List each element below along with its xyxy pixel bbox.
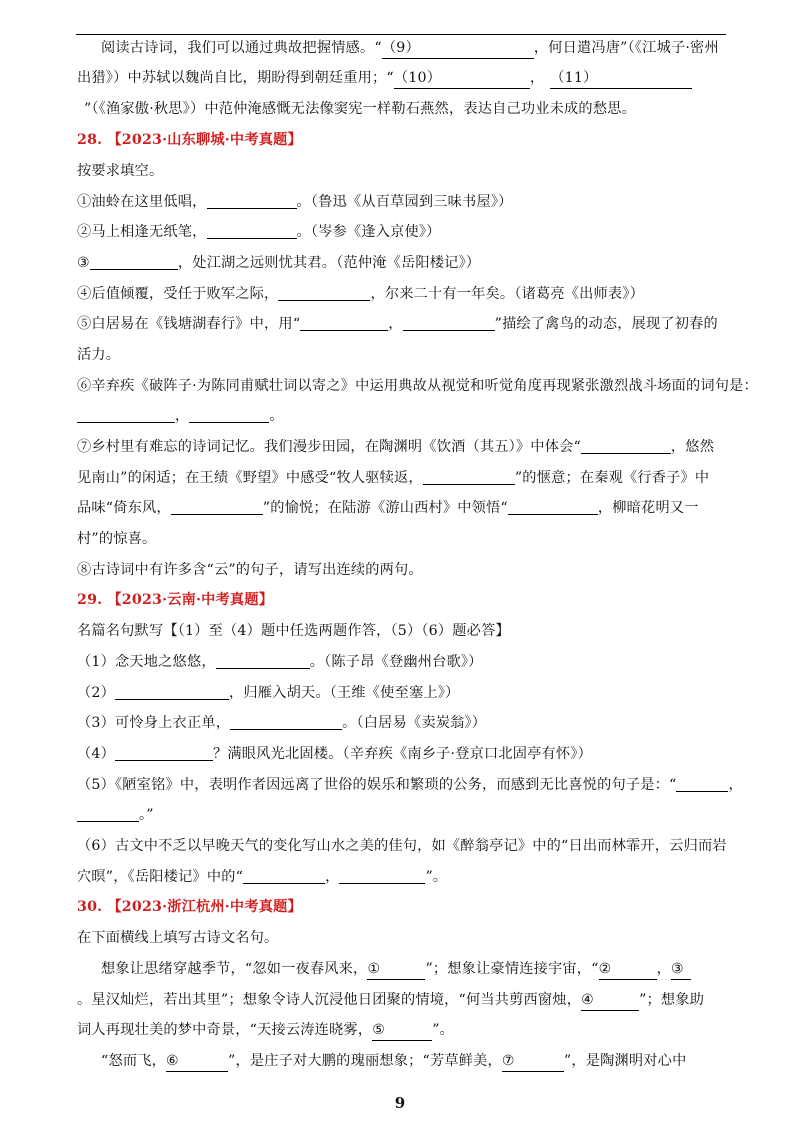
answer-blank[interactable] [230, 714, 342, 730]
q28-item-7 [77, 437, 714, 457]
blank-9[interactable] [382, 38, 534, 59]
intro-text: 阅读古诗词，我们可以通过典故把握情感。“ [101, 40, 382, 56]
answer-blank[interactable] [171, 499, 263, 515]
answer-blank[interactable] [207, 223, 297, 239]
answer-blank[interactable] [77, 806, 139, 822]
item-text: ”。 [425, 869, 448, 885]
item-text: ⑤白居易在《钱塘湖春行》中，用“ [77, 316, 301, 332]
item-text: ”的愉悦；在陆游《游山西村》中领悟“ [262, 500, 508, 516]
item-text: ，尔来二十有一年矣。（诸葛亮《出师表》） [370, 286, 644, 302]
item-text: ， [325, 869, 340, 885]
q30-instruction: 在下面横线上填写古诗文名句。 [77, 930, 279, 946]
blank-number: （10） [393, 70, 442, 86]
answer-blank[interactable] [207, 193, 297, 209]
item-text: ， [728, 777, 743, 793]
blank-number: ⑥ [166, 1053, 179, 1069]
item-text: （3）可怜身上衣正单， [77, 715, 231, 731]
q28-item-8: ⑧古诗词中有许多含“云”的句子，请写出连续的两句。 [77, 562, 423, 578]
answer-blank[interactable] [676, 776, 728, 792]
answer-blank[interactable] [243, 868, 325, 884]
blank-4[interactable] [581, 990, 639, 1011]
q28-item-5 [77, 314, 718, 334]
item-text: ， [175, 408, 190, 424]
item-text: 。星汉灿烂，若出其里”；想象令诗人沉浸他日团聚的情境，“何当共剪西窗烛， [77, 992, 582, 1008]
item-text: 想象让思绪穿越季节，“忽如一夜春风来， [101, 961, 368, 977]
page-number: 9 [394, 1094, 406, 1112]
item-text: ”的惬意；在秦观《行香子》中 [514, 470, 710, 486]
intro-line-1 [101, 38, 719, 59]
item-text: ②马上相逢无纸笔， [77, 224, 207, 240]
q29-item-2 [77, 683, 459, 703]
answer-blank[interactable] [508, 499, 598, 515]
item-text: ”；想象助 [639, 992, 705, 1008]
intro-line-3 [84, 99, 636, 119]
answer-blank[interactable] [115, 745, 213, 761]
blank-2[interactable] [599, 959, 657, 980]
blank-number: ② [598, 961, 612, 977]
item-text: 穴暝”，《岳阳楼记》中的“ [77, 869, 244, 885]
q28-heading: 28. 【2023·山东聊城·中考真题】 [77, 132, 302, 148]
item-text: （5）《陋室铭》中，表明作者因远离了世俗的娱乐和繁琐的公务，而感到无比喜悦的句子是：“ [77, 777, 677, 793]
q30-para-line-3 [77, 1020, 454, 1041]
item-text: ， [656, 961, 671, 977]
item-text: ①油蛉在这里低唱， [77, 194, 207, 210]
item-text: “怒而飞， [101, 1053, 167, 1069]
item-text: ， [388, 316, 403, 332]
q29-heading: 29. 【2023·云南·中考真题】 [77, 592, 274, 608]
answer-blank[interactable] [423, 469, 515, 485]
blank-3[interactable] [671, 959, 691, 980]
q28-item-1 [77, 192, 513, 212]
answer-blank[interactable] [90, 254, 178, 270]
item-text: 。（鲁迅《从百草园到三味书屋》） [296, 194, 513, 210]
blank-number: ⑦ [501, 1053, 515, 1069]
item-text: （4） [77, 746, 116, 762]
intro-text: ， [529, 70, 545, 86]
item-text: ，归雁入胡天。（王维《使至塞上》） [229, 685, 460, 701]
q28-item-7-line-2 [77, 468, 709, 488]
q28-item-2 [77, 222, 441, 242]
q29-item-5 [77, 775, 743, 795]
q29-instruction: 名篇名句默写【（1）至（4）题中任选两题作答，（5）（6）题必答】 [77, 623, 510, 639]
item-text: ”。 [432, 1022, 455, 1038]
item-text: 词人再现壮美的梦中奇景，“天接云涛连晓雾， [77, 1022, 373, 1038]
item-text: ”；想象让豪情连接宇宙，“ [425, 961, 599, 977]
answer-blank[interactable] [115, 684, 229, 700]
answer-blank[interactable] [278, 285, 370, 301]
item-text: ④后值倾覆，受任于败军之际， [77, 286, 279, 302]
intro-text: 出猎》）中苏轼以魏尚自比，期盼得到朝廷重用；“ [77, 70, 394, 86]
blank-11[interactable] [550, 68, 692, 89]
q28-item-7-line-4: 村”的惊喜。 [77, 531, 157, 547]
q30-para-line-4 [101, 1051, 686, 1072]
blank-number: （11） [550, 70, 598, 86]
item-text: ”，是庄子对大鹏的瑰丽想象；“芳草鲜美， [228, 1053, 502, 1069]
item-text: ③ [77, 255, 90, 271]
answer-blank[interactable] [300, 315, 388, 331]
answer-blank[interactable] [581, 438, 671, 454]
blank-number: ① [367, 961, 381, 977]
item-text: 品味“倚东风， [77, 500, 171, 516]
q30-para-line-1 [101, 959, 691, 980]
q30-para-line-2 [77, 990, 704, 1011]
q28-instruction: 按要求填空。 [77, 163, 164, 179]
blank-number: ④ [581, 992, 595, 1008]
blank-7[interactable] [502, 1051, 564, 1072]
item-text: 见南山”的闲适；在王绩《野望》中感受“牧人驱犊返， [77, 470, 423, 486]
intro-text: ”（《渔家傲·秋思》）中范仲淹感慨无法像窦宪一样勒石燕然，表达自己功业未成的愁思。 [84, 101, 636, 117]
q28-item-4 [77, 284, 644, 304]
item-text: ，悠然 [670, 439, 715, 455]
q30-heading: 30. 【2023·浙江杭州·中考真题】 [77, 899, 302, 915]
blank-5[interactable] [372, 1020, 432, 1041]
item-text: ”，是陶渊明对心中 [563, 1053, 687, 1069]
blank-10[interactable] [394, 68, 530, 89]
item-text: ？满眼风光北固楼。（辛弃疾《南乡子·登京口北固亭有怀》） [213, 746, 592, 762]
item-text: 。 [269, 408, 284, 424]
q28-item-6-cont [77, 406, 284, 426]
q28-item-5-cont: 活力。 [77, 347, 121, 363]
intro-text: ，何日遣冯唐”（《江城子·密州 [533, 40, 719, 56]
item-text: （2） [77, 685, 116, 701]
item-text: ，处江湖之远则忧其君。（范仲淹《岳阳楼记》） [177, 255, 481, 271]
q29-item-5-cont [77, 805, 154, 825]
q28-item-7-line-3 [77, 498, 699, 518]
item-text: ，柳暗花明又一 [597, 500, 699, 516]
answer-blank[interactable] [77, 407, 175, 423]
q29-item-6-cont [77, 867, 447, 887]
blank-number: ⑤ [372, 1022, 386, 1038]
blank-6[interactable] [166, 1051, 228, 1072]
answer-blank[interactable] [339, 868, 425, 884]
q29-item-6: （6）古文中不乏以早晚天气的变化写山水之美的佳句，如《醉翁亭记》中的“日出而林霏开，云归而岩 [77, 838, 727, 854]
q28-item-6: ⑥辛弃疾《破阵子·为陈同甫赋壮词以寄之》中运用典故从视觉和听觉角度再现紧张激烈战斗场面的词句是： [77, 378, 758, 394]
item-text: 。（白居易《卖炭翁》） [342, 715, 487, 731]
q29-item-3 [77, 713, 486, 733]
answer-blank[interactable] [216, 653, 310, 669]
top-rule [76, 34, 726, 35]
answer-blank[interactable] [403, 315, 495, 331]
answer-blank[interactable] [189, 407, 269, 423]
item-text: ⑦乡村里有难忘的诗词记忆。我们漫步田园，在陶渊明《饮酒（其五）》中体会“ [77, 439, 581, 455]
q29-item-4 [77, 744, 592, 764]
item-text: 。（岑参《逢入京使》） [296, 224, 441, 240]
intro-line-2 [77, 68, 692, 89]
blank-number: （9） [381, 40, 420, 56]
q29-item-1 [77, 652, 483, 672]
item-text: 。” [139, 807, 154, 823]
item-text: 。（陈子昂《登幽州台歌》） [309, 654, 483, 670]
blank-1[interactable] [367, 959, 425, 980]
blank-number: ③ [671, 961, 684, 977]
item-text: ”描绘了禽鸟的动态，展现了初春的 [494, 316, 718, 332]
item-text: （1）念天地之悠悠， [77, 654, 216, 670]
q28-item-3 [77, 253, 480, 273]
